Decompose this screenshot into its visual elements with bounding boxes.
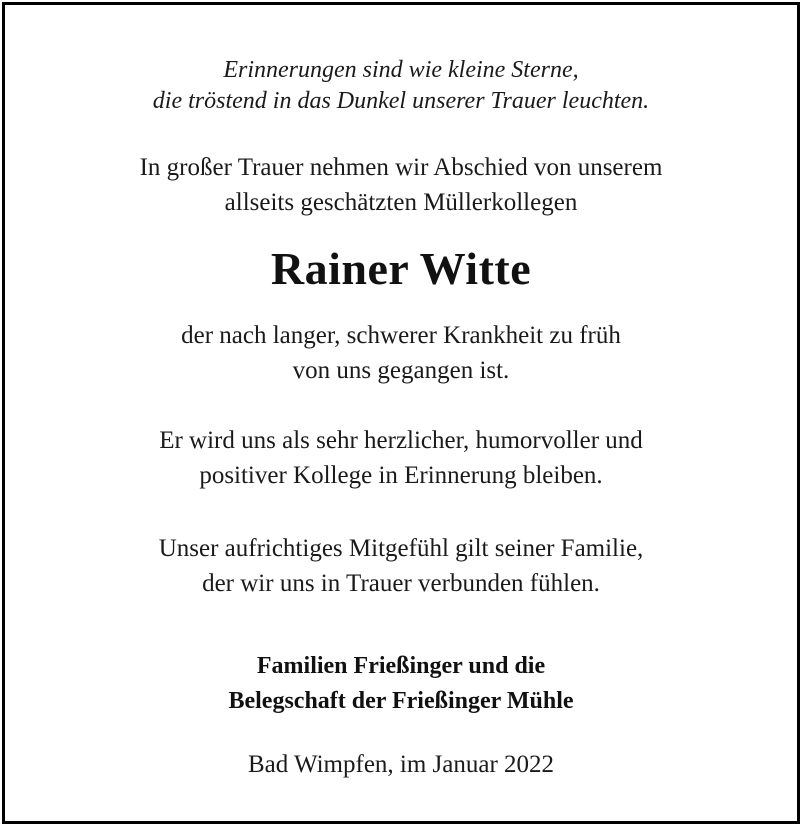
sympathy-line-1: Unser aufrichtiges Mitgefühl gilt seiner Familie, bbox=[158, 535, 644, 562]
opening-quote bbox=[5, 55, 797, 117]
intro-line-1: In großer Trauer nehmen wir Abschied von unserem bbox=[139, 154, 663, 181]
signature-block bbox=[5, 649, 797, 719]
memory-line-2: positiver Kollege in Erinnerung bleiben. bbox=[199, 462, 603, 489]
sympathy-paragraph bbox=[5, 531, 797, 601]
intro-paragraph bbox=[5, 150, 797, 220]
place-date: Bad Wimpfen, im Januar 2022 bbox=[247, 751, 555, 778]
sympathy-line-2: der wir uns in Trauer verbunden fühlen. bbox=[202, 570, 600, 597]
memory-line-1: Er wird uns als sehr herzlicher, humorvoller und bbox=[159, 427, 643, 454]
passing-paragraph bbox=[5, 318, 797, 388]
quote-line-2: die tröstend in das Dunkel unserer Trauer leuchten. bbox=[152, 88, 650, 114]
signature-line-1: Familien Frießinger und die bbox=[256, 653, 546, 679]
obituary-frame bbox=[2, 2, 800, 824]
passing-line-2: von uns gegangen ist. bbox=[292, 357, 510, 384]
passing-line-1: der nach langer, schwerer Krankheit zu früh bbox=[181, 322, 621, 349]
intro-line-2: allseits geschätzten Müllerkollegen bbox=[224, 189, 578, 216]
signature-line-2: Belegschaft der Frießinger Mühle bbox=[228, 688, 574, 714]
quote-line-1: Erinnerungen sind wie kleine Sterne, bbox=[223, 57, 579, 83]
memory-paragraph bbox=[5, 423, 797, 493]
deceased-name: Rainer Witte bbox=[270, 243, 532, 294]
